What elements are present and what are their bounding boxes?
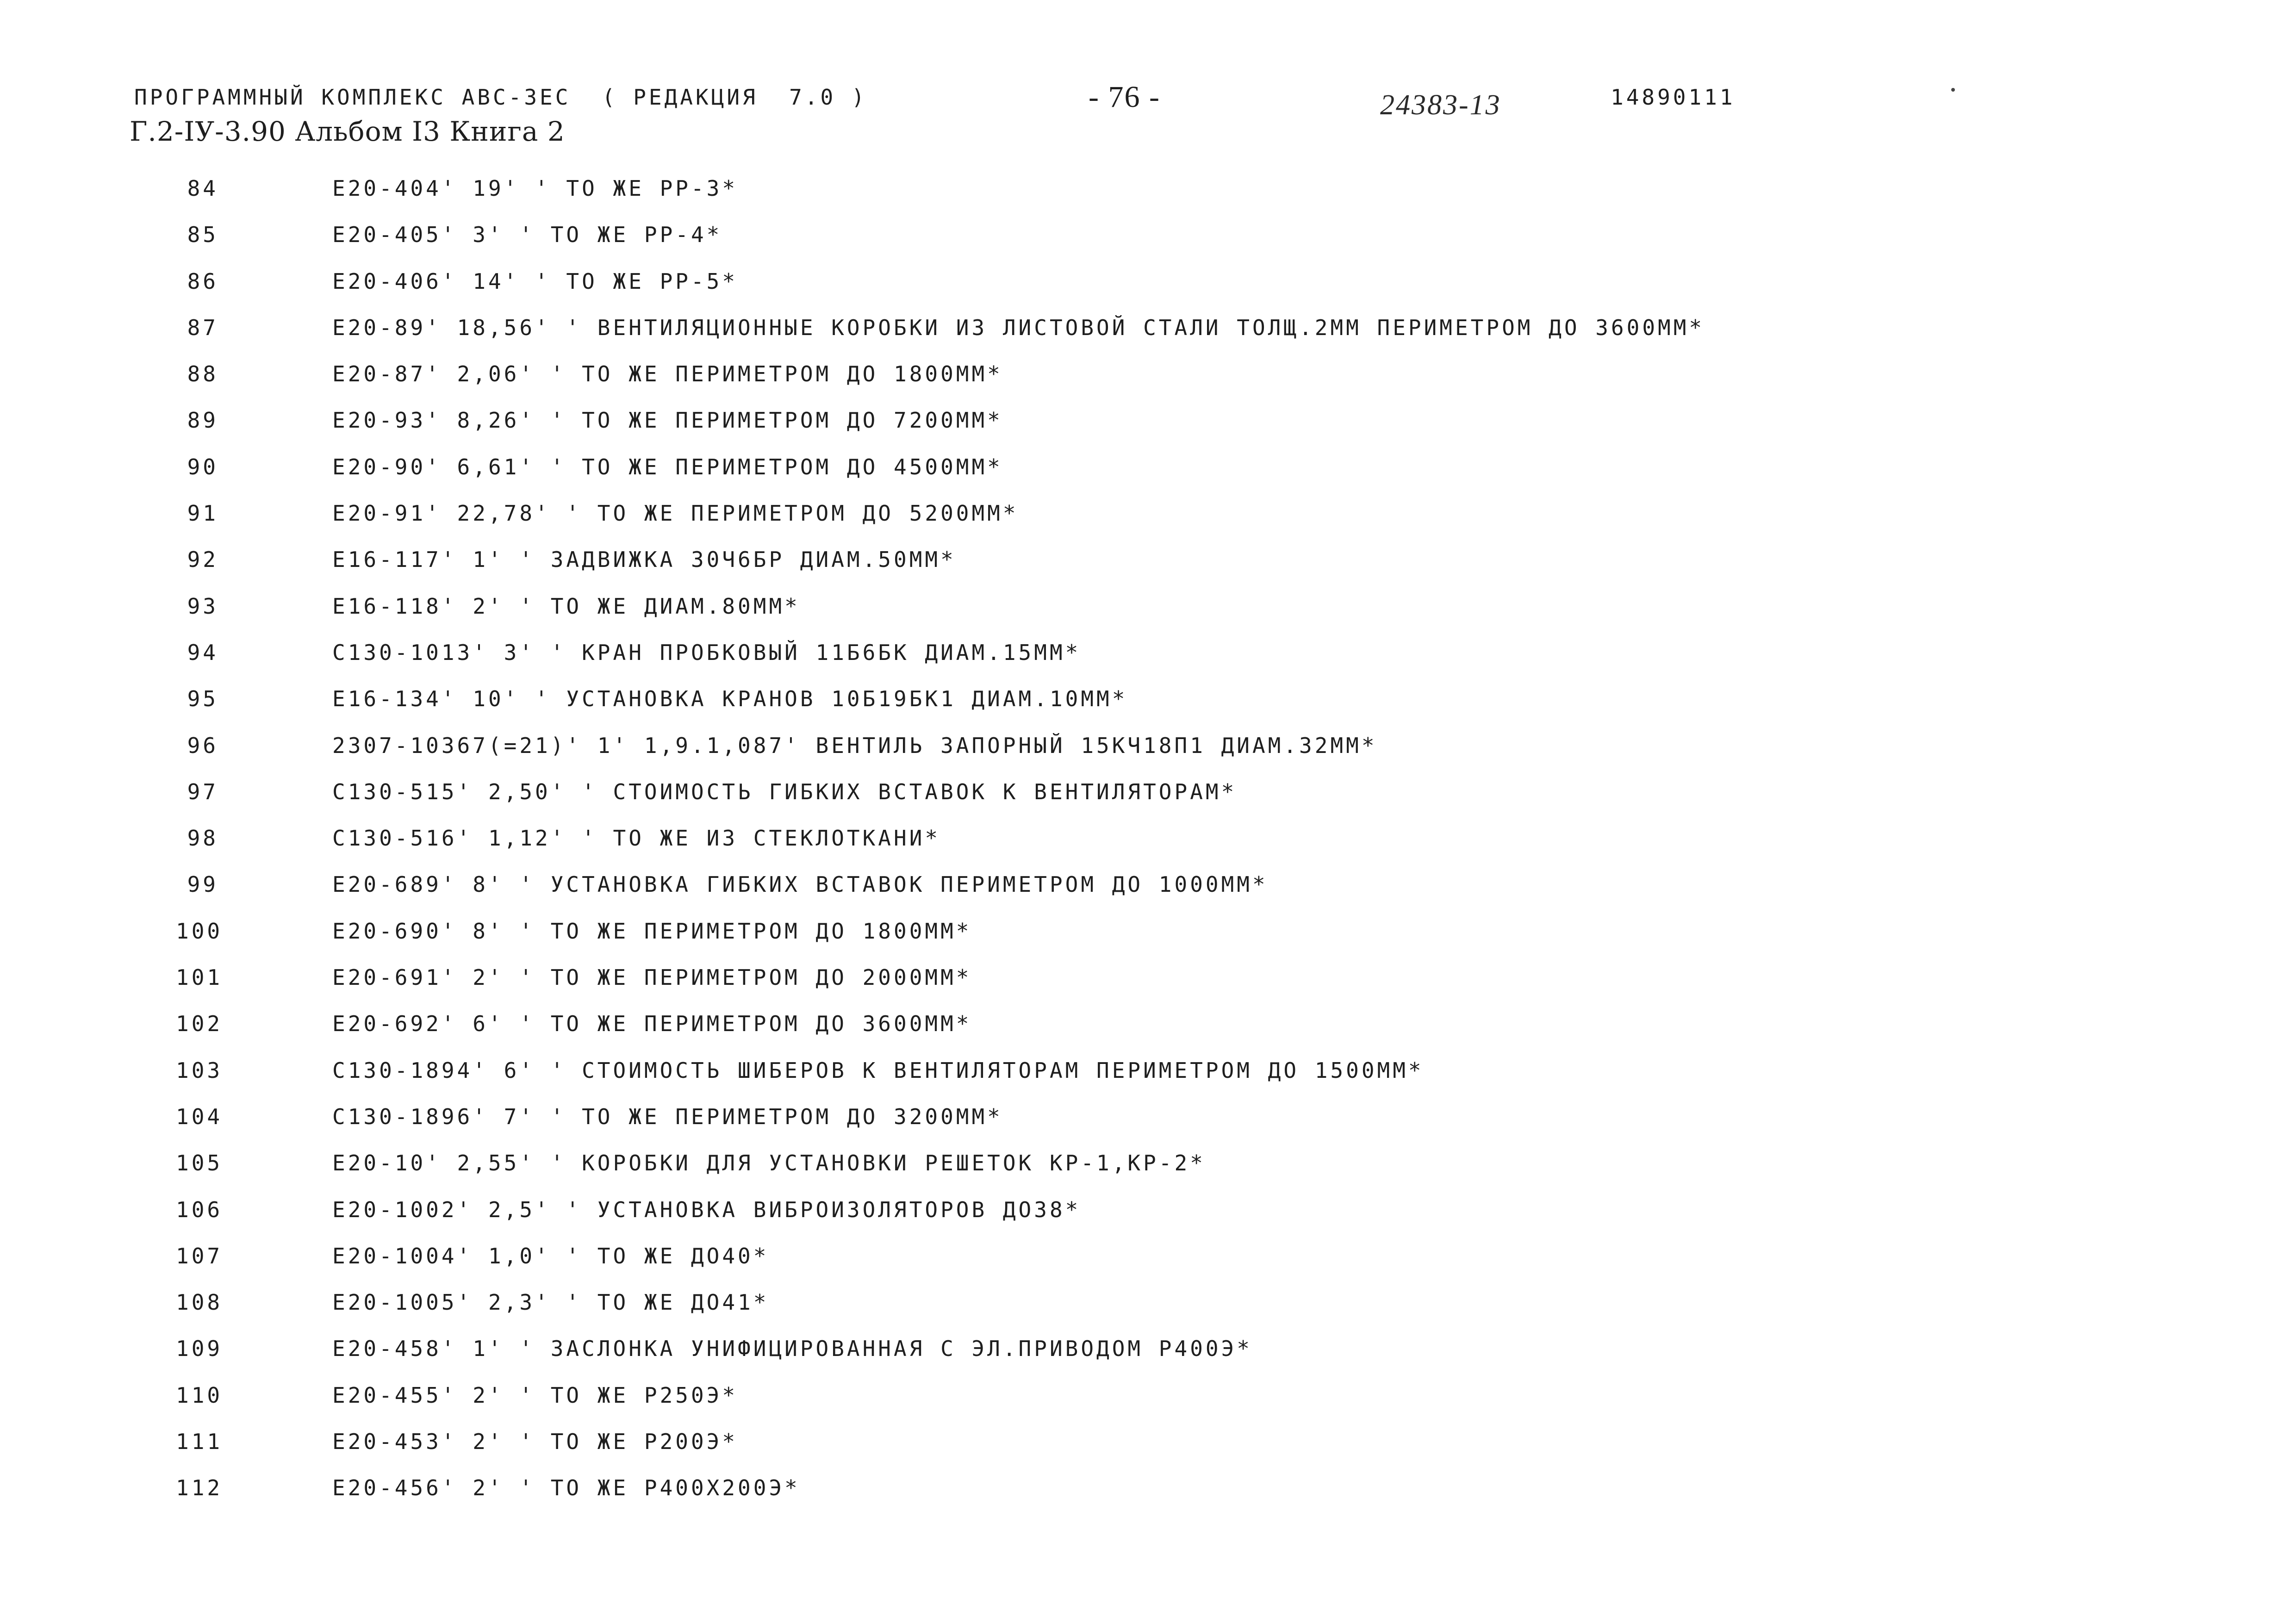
line-text: Е20-690' 8' ' ТО ЖЕ ПЕРИМЕТРОМ ДО 1800ММ* xyxy=(332,918,972,944)
list-item xyxy=(0,1058,2296,1104)
list-item xyxy=(0,1150,2296,1197)
line-text: Е20-458' 1' ' ЗАСЛОНКА УНИФИЦИРОВАННАЯ С ЭЛ.ПРИВОДОМ Р400Э* xyxy=(332,1336,1252,1362)
line-text: С130-1894' 6' ' СТОИМОСТЬ ШИБЕРОВ К ВЕНТИЛЯТОРАМ ПЕРИМЕТРОМ ДО 1500ММ* xyxy=(332,1057,1424,1083)
list-item xyxy=(0,779,2296,826)
line-number: 98 xyxy=(187,826,218,851)
document-number: 24383-13 xyxy=(1380,89,1501,121)
list-item xyxy=(0,315,2296,361)
line-number: 109 xyxy=(176,1336,223,1362)
list-item xyxy=(0,1336,2296,1382)
line-number: 101 xyxy=(176,965,223,990)
line-number: 85 xyxy=(187,222,218,248)
line-number: 111 xyxy=(176,1429,223,1455)
line-number: 102 xyxy=(176,1011,223,1037)
list-item xyxy=(0,222,2296,268)
list-item xyxy=(0,1104,2296,1150)
list-item xyxy=(0,1383,2296,1429)
list-item xyxy=(0,965,2296,1011)
line-text: Е20-404' 19' ' ТО ЖЕ РР-3* xyxy=(332,176,738,201)
line-number: 104 xyxy=(176,1104,223,1129)
line-number: 100 xyxy=(176,918,223,944)
line-text: Е20-10' 2,55' ' КОРОБКИ ДЛЯ УСТАНОВКИ РЕШЕТОК КР-1,КР-2* xyxy=(332,1150,1206,1176)
list-item xyxy=(0,826,2296,872)
list-item xyxy=(0,1011,2296,1057)
line-number: 107 xyxy=(176,1243,223,1269)
list-item xyxy=(0,1197,2296,1244)
line-text: Е16-118' 2' ' ТО ЖЕ ДИАМ.80ММ* xyxy=(332,593,800,619)
line-number: 99 xyxy=(187,872,218,897)
list-item xyxy=(0,1475,2296,1522)
line-number: 97 xyxy=(187,779,218,804)
line-text: Е20-406' 14' ' ТО ЖЕ РР-5* xyxy=(332,268,738,294)
stray-dot-mark xyxy=(1951,88,1955,92)
list-item xyxy=(0,640,2296,686)
list-item xyxy=(0,1429,2296,1475)
list-item xyxy=(0,269,2296,315)
list-item xyxy=(0,361,2296,408)
line-number: 112 xyxy=(176,1475,223,1501)
line-text: Е20-692' 6' ' ТО ЖЕ ПЕРИМЕТРОМ ДО 3600ММ* xyxy=(332,1011,972,1037)
line-number: 93 xyxy=(187,593,218,619)
line-number: 89 xyxy=(187,408,218,433)
object-code: 14890111 xyxy=(1611,85,1736,110)
line-text: С130-515' 2,50' ' СТОИМОСТЬ ГИБКИХ ВСТАВОК К ВЕНТИЛЯТОРАМ* xyxy=(332,779,1237,804)
line-number: 94 xyxy=(187,640,218,665)
list-item xyxy=(0,547,2296,593)
list-item xyxy=(0,872,2296,918)
line-text: С130-516' 1,12' ' ТО ЖЕ ИЗ СТЕКЛОТКАНИ* xyxy=(332,826,941,851)
line-number: 110 xyxy=(176,1382,223,1408)
line-text: Е16-134' 10' ' УСТАНОВКА КРАНОВ 10Б19БК1 ДИАМ.10ММ* xyxy=(332,686,1128,712)
list-item xyxy=(0,594,2296,640)
list-item xyxy=(0,501,2296,547)
line-number: 105 xyxy=(176,1150,223,1176)
line-number: 103 xyxy=(176,1057,223,1083)
line-text: Е20-453' 2' ' ТО ЖЕ Р200Э* xyxy=(332,1429,738,1455)
album-reference: Г.2-IУ-3.90 Альбом I3 Книга 2 xyxy=(130,116,565,147)
line-text: Е20-90' 6,61' ' ТО ЖЕ ПЕРИМЕТРОМ ДО 4500ММ* xyxy=(332,454,1003,479)
line-number: 92 xyxy=(187,547,218,572)
line-number: 108 xyxy=(176,1290,223,1315)
page-number: - 76 - xyxy=(1089,80,1160,114)
line-text: Е20-89' 18,56' ' ВЕНТИЛЯЦИОННЫЕ КОРОБКИ ИЗ ЛИСТОВОЙ СТАЛИ ТОЛЩ.2ММ ПЕРИМЕТРОМ ДО 3600ММ* xyxy=(332,315,1705,340)
line-text: С130-1013' 3' ' КРАН ПРОБКОВЫЙ 11Б6БК ДИАМ.15ММ* xyxy=(332,640,1081,665)
line-text: Е20-456' 2' ' ТО ЖЕ Р400Х200Э* xyxy=(332,1475,800,1501)
line-number: 95 xyxy=(187,686,218,712)
list-item xyxy=(0,408,2296,454)
line-text: Е20-1005' 2,3' ' ТО ЖЕ ДО41* xyxy=(332,1290,769,1315)
line-text: Е16-117' 1' ' ЗАДВИЖКА 30Ч6БР ДИАМ.50ММ* xyxy=(332,547,956,572)
program-header: ПРОГРАММНЫЙ КОМПЛЕКС АВС-3ЕС ( РЕДАКЦИЯ 7.0 ) xyxy=(134,85,867,110)
line-number: 84 xyxy=(187,176,218,201)
line-text: Е20-1004' 1,0' ' ТО ЖЕ ДО40* xyxy=(332,1243,769,1269)
list-item xyxy=(0,733,2296,779)
line-number: 90 xyxy=(187,454,218,479)
estimate-line-list xyxy=(0,176,2296,1522)
list-item xyxy=(0,176,2296,222)
line-number: 91 xyxy=(187,501,218,526)
line-text: С130-1896' 7' ' ТО ЖЕ ПЕРИМЕТРОМ ДО 3200ММ* xyxy=(332,1104,1003,1129)
line-text: Е20-87' 2,06' ' ТО ЖЕ ПЕРИМЕТРОМ ДО 1800ММ* xyxy=(332,361,1003,387)
list-item xyxy=(0,1290,2296,1336)
line-text: Е20-93' 8,26' ' ТО ЖЕ ПЕРИМЕТРОМ ДО 7200ММ* xyxy=(332,408,1003,433)
line-number: 88 xyxy=(187,361,218,387)
list-item xyxy=(0,1244,2296,1290)
list-item xyxy=(0,686,2296,733)
line-text: Е20-1002' 2,5' ' УСТАНОВКА ВИБРОИЗОЛЯТОРОВ ДО38* xyxy=(332,1197,1081,1222)
line-number: 86 xyxy=(187,268,218,294)
line-text: Е20-405' 3' ' ТО ЖЕ РР-4* xyxy=(332,222,722,248)
line-number: 87 xyxy=(187,315,218,340)
line-text: 2307-10367(=21)' 1' 1,9.1,087' ВЕНТИЛЬ ЗАПОРНЫЙ 15КЧ18П1 ДИАМ.32ММ* xyxy=(332,733,1377,758)
line-text: Е20-689' 8' ' УСТАНОВКА ГИБКИХ ВСТАВОК ПЕРИМЕТРОМ ДО 1000ММ* xyxy=(332,872,1268,897)
line-number: 106 xyxy=(176,1197,223,1222)
list-item xyxy=(0,454,2296,501)
line-number: 96 xyxy=(187,733,218,758)
line-text: Е20-455' 2' ' ТО ЖЕ Р250Э* xyxy=(332,1382,738,1408)
list-item xyxy=(0,919,2296,965)
line-text: Е20-91' 22,78' ' ТО ЖЕ ПЕРИМЕТРОМ ДО 5200ММ* xyxy=(332,501,1019,526)
line-text: Е20-691' 2' ' ТО ЖЕ ПЕРИМЕТРОМ ДО 2000ММ* xyxy=(332,965,972,990)
